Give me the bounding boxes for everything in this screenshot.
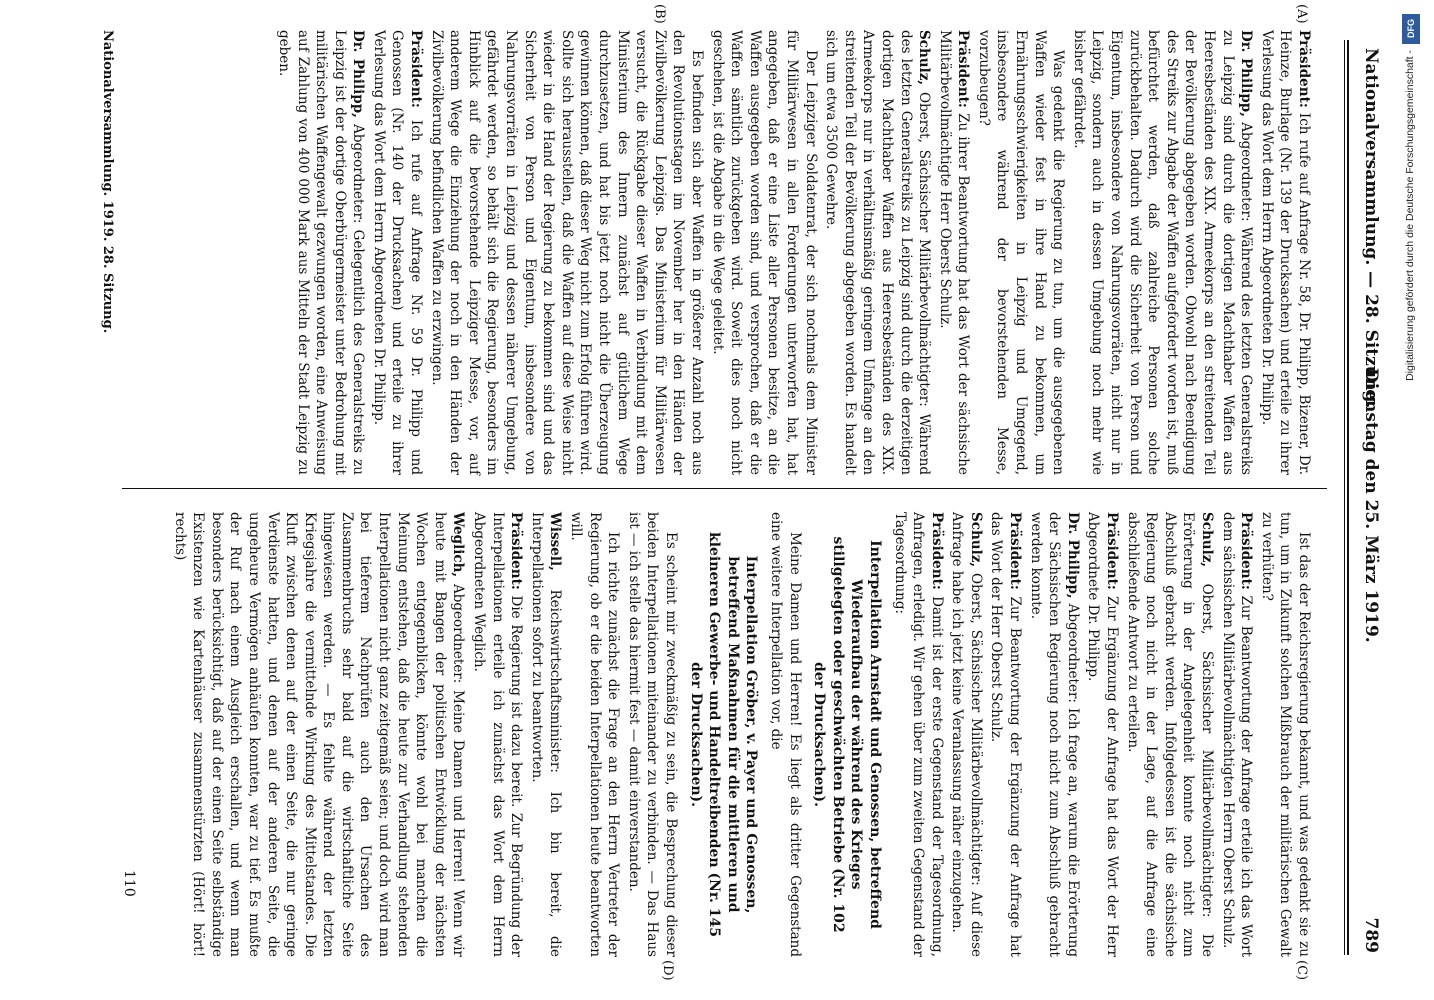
paragraph [1026, 512, 1082, 957]
paragraph [1123, 512, 1216, 957]
paragraph-text: Es befinden sich aber Waffen in größerer Anzahl noch aus den Revolutionstagen im November her in den Händen der Zivilbevölkerung Leipzigs. Das Ministerium für Militärwesen versucht, die Rückgabe dieser Waffen in Verbindung mit dem Ministerium des Innern zunächst auf gütlichem Wege durchzusetzen, und hat bis jetzt noch nicht die Überzeugung gewinnen können, daß dieser Weg nicht zum Erfolg führen wird. Sollte sich herausstellen, daß die Waffen auf diese Weise nicht wieder in die Hand der Regierung zu bekommen sind und das Sicherheit von Person und Eigentum, insbesondere von Nahrungsvorräten in Leipzig und dessen näherer Umgebung, gefährdet werden, so behält sich die Regierung, besonders im Hinblick auf die bevorstehende Leipziger Messe, vor, auf anderem Wege die Einziehung der noch in den Händen der Zivilbevölkerung befindlichen Waffen zu erzwingen. [428, 30, 705, 475]
paragraph-text: Zur Ergänzung der Anfrage hat das Wort der Herr Abgeordnete Dr. Philipp. [1085, 512, 1121, 957]
paragraph-text: Zur Beantwortung der Ergänzung der Anfrage hat das Wort der Herr Oberst Schulz. [988, 512, 1024, 957]
speaker-name: Präsident: [928, 512, 945, 590]
paragraph-text: Der Leipziger Soldatenrat, der sich nochmals dem Minister für Militärwesen in allen Forderungen unterworfen hat, hat angegeben, daß er eine Liste aller Personen besitze, an die Waffen ausgegeben worden sind, und versprochen, daß er die Waffen sämtlich zurückgeben wird. Soweit dies noch nicht geschehen, ist die Abgabe in die Wege geleitet. [709, 30, 819, 475]
header-left: Nationalversammlung. — 28. Sitzung. [1361, 48, 1381, 409]
digitization-credit: Digitalisierung gefördert durch die Deutsche Forschungsgemeinschaft - [1404, 50, 1416, 381]
speaker-name: Schulz, [916, 30, 933, 86]
paragraph [170, 512, 468, 957]
speaker-name: Dr. Philipp, [350, 30, 367, 118]
paragraph [766, 512, 803, 957]
marker-a: (A) [1294, 4, 1309, 24]
paragraph-text: Abgeordneter: Während des letzten Generalstreiks zu Leipzig sind durch die dortigen Machthaber Waffen aus Heeresbeständen des XIX. Armeekorps an den streitenden Teil der Bevölkerung abgegeben worden. Obwohl nach Beendigung des Streiks zur Abgabe der Waffen aufgefordert worden ist, muß befürchtet werden, daß zahlreiche Personen solche zurückbehalten. Dadurch wird die Sicherheit von Person und Eigentum, insbesondere von Nahrungsvorräten, nicht nur in Leipzig, sondern auch in dessen Umgebung noch mehr wie bisher gefährdet. [1070, 30, 1255, 475]
paragraph [1257, 30, 1313, 475]
speaker-name: Dr. Philipp, [1238, 30, 1255, 117]
paragraph-text: Abgeordneter: Ich frage an, warum die Erörterung der Sächsischen Regierung noch nicht zum Abschluß gebracht werden konnte. [1027, 512, 1081, 957]
header-date: Dienstag den 25. März 1919. [1361, 368, 1381, 643]
paragraph [890, 512, 946, 957]
speaker-name: Präsident: [1007, 512, 1024, 590]
paragraph [566, 512, 622, 957]
paragraph-text: Ich rufe auf Anfrage Nr. 58, Dr. Philipp, Bizener, Dr. Heinze, Burlage (Nr. 139 der Drucksachen) und erteile zu ihrer Verlesung das Wort dem Herrn Abgeordneten Dr. Philipp. [1258, 30, 1312, 475]
paragraph [974, 30, 1067, 475]
marker-c: (C) [1294, 960, 1309, 981]
left-column [272, 30, 1313, 475]
paragraph-text: Ich rufe auf Anfrage Nr. 59 Dr. Philipp und Genossen (Nr. 140 der Drucksachen) und erteile zu ihrer Verlesung das Wort dem Herrn Abgeordneten Dr. Philipp. [370, 30, 425, 475]
header-rule-thin [1344, 40, 1345, 955]
speaker-name: Präsident: [1238, 512, 1255, 590]
signature-number: 110 [121, 870, 137, 897]
paragraph-text: Ist das der Reichsregierung bekannt, und was gedenkt sie zu tun, um in Zukunft solchen Mißbrauch der militärischen Gewalt zu verhüten? [1258, 512, 1312, 957]
paragraph [527, 512, 564, 957]
digitization-sidebar [1396, 6, 1426, 996]
speaker-name: Präsident: [508, 512, 525, 590]
paragraph-text: Was gedenkt die Regierung zu tun, um die ausgegebenen Waffen wieder fest in ihre Hand zu bekommen, um Ernährungsschwierigkeiten in Leipzig und Umgegend, insbesondere während der bevorstehenden Messe, vorzubeugen? [975, 30, 1067, 475]
paragraph-text: Es scheint mir zweckmäßig zu sein, die Besprechung dieser beiden Interpellationen miteinander zu verbinden. — Das Haus ist — ich stelle das hiermit fest — damit einverstanden. [625, 512, 679, 957]
paragraph-text: Zu ihrer Beantwortung hat das Wort der sächsische Militärbevollmächtigte Herr Oberst Schulz. [936, 30, 972, 475]
paragraph [948, 512, 985, 957]
dfg-logo: DFG [1402, 14, 1420, 44]
paragraph-text: Damit ist der erste Gegenstand der Tagesordnung, Anfragen, erledigt. Wir gehen über zum zweiten Gegenstand der Tagesordnung: [891, 512, 945, 957]
paragraph [1069, 30, 1255, 475]
marker-d: (D) [660, 960, 675, 981]
paragraph-text: Oberst, Sächsischer Militärbevollmächtigter: Die Erörterung in der Angelegenheit konnte noch nicht zum Abschluß gebracht werden. Infolgedessen ist die sächsische Regierung noch nicht in der Lage, auf die Anfrage eine abschließende Antwort zu erteilen. [1124, 512, 1216, 957]
paragraph [427, 30, 706, 475]
interpellation-title: Interpellation Arnstadt und Genossen, betreffend Wiederaufbau der während des Krieges stillgelegten oder geschwächten Betriebe (Nr. 102 der Drucksachen). [811, 536, 883, 933]
marker-b: (B) [652, 4, 667, 24]
interpellation-title: Interpellation Gröber, v. Payer und Genossen, betreffend Maßnahmen für die mittleren und kleineren Gewerbe- und Handeltreibenden (Nr. 145 der Drucksachen). [687, 532, 760, 937]
paragraph [1257, 512, 1313, 957]
paragraph [369, 30, 425, 475]
paragraph [469, 512, 525, 957]
paragraph [1218, 512, 1255, 957]
speaker-name: Wissell, [547, 512, 564, 571]
paragraph [274, 30, 367, 475]
column-divider [122, 488, 1327, 489]
page-number: 789 [1361, 917, 1381, 953]
paragraph-text: Die Regierung ist dazu bereit. Zur Begründung der Interpellationen erteile ich zunächst das Wort dem Herrn Abgeordneten Weglich. [471, 512, 525, 957]
paragraph-text: Oberst, Sächsischer Militärbevollmächtigter: Während des letzten Generalstreiks zu Leipzig sind durch die derzeitigen dortigen Machthaber Waffen aus Heeresbeständen des XIX. Armeekorps nur in verhältnismäßig geringem Umfange an den streitenden Teil der Bevölkerung abgegeben worden. Es handelt sich um etwa 3500 Gewehre. [823, 30, 933, 475]
speaker-name: Schulz, [967, 512, 984, 568]
speaker-name: Weglich, [450, 512, 467, 578]
header-rule [1347, 40, 1349, 955]
page-footer: Nationalversammlung. 1919. 28. Sitzung. [100, 30, 115, 334]
paragraph [935, 30, 972, 475]
speaker-name: Präsident: [408, 30, 425, 108]
paragraph [1084, 512, 1121, 957]
paragraph-text: Meine Damen und Herren! Es liegt als dritter Gegenstand eine weitere Interpellation vor, die [767, 512, 803, 957]
paragraph [624, 512, 680, 957]
paragraph [822, 30, 934, 475]
speaker-name: Dr. Philipp, [1064, 512, 1081, 599]
speaker-name: Präsident: [1296, 30, 1312, 108]
speaker-name: Präsident: [955, 30, 972, 108]
right-column [168, 512, 1313, 957]
paragraph-text: Reichswirtschaftsminister: Ich bin bereit, die Interpellationen sofort zu beantworten. [528, 512, 564, 957]
paragraph-text: Abgeordneter: Gelegentlich des Generalstreiks zu Leipzig ist der dortige Oberbürgermeister unter Bedrohung mit militärischen Waffengewalt gezwungen worden, eine Anweisung auf Zahlung von 400 000 Mark aus Mitteln der Stadt Leipzig zu geben. [275, 30, 367, 475]
paragraph [708, 30, 820, 475]
speaker-name: Präsident: [1104, 512, 1121, 590]
paragraph-text: Zur Beantwortung der Anfrage erteile ich das Wort dem sächsischen Militärbevollmächtigten Herrn Oberst Schulz. [1219, 512, 1255, 957]
paragraph-text: Ich richte zunächst die Frage an den Herrn Vertreter der Regierung, ob er die beiden Interpellationen heute beantworten will. [568, 512, 622, 957]
paragraph [987, 512, 1024, 957]
paragraph-text: Abgeordneter: Meine Damen und Herren! Wenn wir heute mit Bangen der politischen Entwicklung der nächsten Wochen entgegenblicken, könnte wohl bei manchen die Meinung entstehen, daß die heute zur Verhandlung stehenden Interpellationen nicht ganz zeitgemäß seien; und doch wird man bei tieferem Nachprüfen auch den Ursachen des Zusammenbruchs sehr bald auf die wirtschaftliche Seite hingewiesen werden. — Es fehlte während der letzten Kriegsjahre die vermittelnde Wirkung des Mittelstandes. Die Kluft zwischen denen auf der einen Seite, die nur geringe Verdienste hatten, und denen auf der anderen Seite, die ungeheure Vermögen anhäufen konnten, war zu tief. Es mußte der Ruf nach einem Ausgleich erschallen, und wenn man besonders berücksichtigt, daß auf der einen Seite selbständige Existenzen wie Kartenhäuser zusammenstürzten (Hört! hört! rechts) [171, 512, 467, 957]
page-header [1351, 48, 1387, 953]
speaker-name: Schulz, [1199, 512, 1216, 568]
paragraph-text: Oberst, Sächsischer Militärbevollmächtigter: Auf diese Anfrage habe ich jetzt keine Veranlassung näher einzugehen. [949, 512, 984, 957]
